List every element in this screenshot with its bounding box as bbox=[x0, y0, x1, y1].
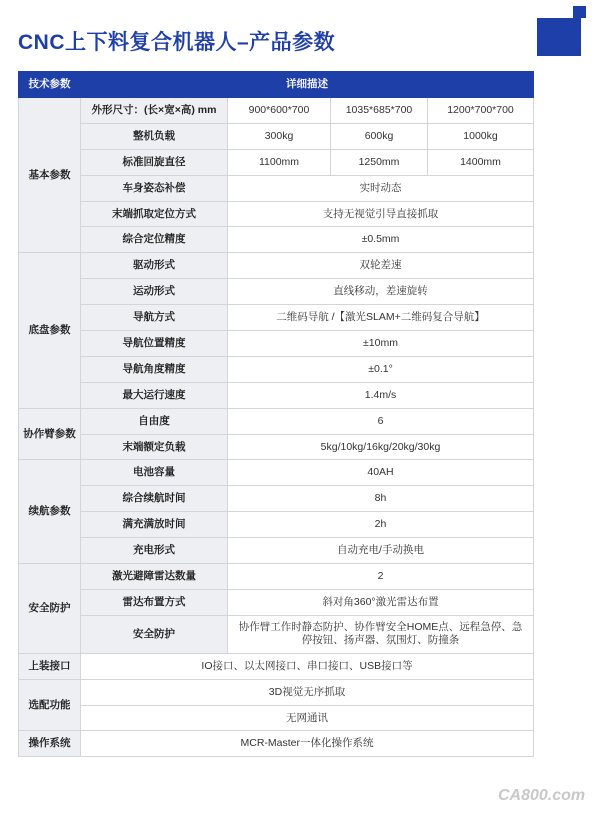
table-row bbox=[19, 564, 534, 590]
table-row bbox=[19, 408, 534, 434]
header-tech-params: 技术参数 bbox=[19, 72, 81, 98]
cell-dimension-2: 1035*685*700 bbox=[331, 98, 428, 124]
table-row bbox=[19, 731, 534, 757]
cell-upper-interface: IO接口、以太网接口、串口接口、USB接口等 bbox=[81, 653, 534, 679]
table-row bbox=[19, 460, 534, 486]
group-upper-interface: 上装接口 bbox=[19, 653, 81, 679]
table-row bbox=[19, 653, 534, 679]
row-label-battery: 电池容量 bbox=[81, 460, 228, 486]
cell-speed: 1.4m/s bbox=[228, 382, 534, 408]
cell-battery: 40AH bbox=[228, 460, 534, 486]
cell-turn-1: 1100mm bbox=[228, 149, 331, 175]
table-row bbox=[19, 679, 534, 705]
table-row bbox=[19, 538, 534, 564]
table-row bbox=[19, 589, 534, 615]
cell-dof: 6 bbox=[228, 408, 534, 434]
cell-grasp: 支持无视觉引导直接抓取 bbox=[228, 201, 534, 227]
cell-load-3: 1000kg bbox=[428, 123, 534, 149]
cell-dimension-1: 900*600*700 bbox=[228, 98, 331, 124]
group-basic: 基本参数 bbox=[19, 98, 81, 253]
cell-optional-2: 无网通讯 bbox=[81, 705, 534, 731]
cell-nav: 二维码导航 /【激光SLAM+二维码复合导航】 bbox=[228, 305, 534, 331]
table-row bbox=[19, 382, 534, 408]
page-title: CNC上下料复合机器人–产品参数 bbox=[18, 31, 336, 54]
row-label-runtime: 综合续航时间 bbox=[81, 486, 228, 512]
row-label-load: 整机负载 bbox=[81, 123, 228, 149]
table-row bbox=[19, 123, 534, 149]
row-label-protection: 安全防护 bbox=[81, 615, 228, 653]
row-label-nav-position: 导航位置精度 bbox=[81, 331, 228, 357]
table-row bbox=[19, 486, 534, 512]
corner-decoration-small bbox=[573, 6, 586, 18]
row-label-radar-layout: 雷达布置方式 bbox=[81, 589, 228, 615]
watermark-text: CA800.com bbox=[498, 787, 586, 804]
row-label-motion: 运动形式 bbox=[81, 279, 228, 305]
cell-nav-position: ±10mm bbox=[228, 331, 534, 357]
group-chassis: 底盘参数 bbox=[19, 253, 81, 408]
table-row bbox=[19, 279, 534, 305]
group-os: 操作系统 bbox=[19, 731, 81, 757]
cell-turn-3: 1400mm bbox=[428, 149, 534, 175]
row-label-dof: 自由度 bbox=[81, 408, 228, 434]
table-row bbox=[19, 149, 534, 175]
table-row bbox=[19, 512, 534, 538]
cell-posture: 实时动态 bbox=[228, 175, 534, 201]
table-row bbox=[19, 615, 534, 653]
table-row bbox=[19, 201, 534, 227]
group-optional: 选配功能 bbox=[19, 679, 81, 731]
cell-dimension-3: 1200*700*700 bbox=[428, 98, 534, 124]
table-row bbox=[19, 253, 534, 279]
table-row bbox=[19, 98, 534, 124]
row-label-dimensions: 外形尺寸：(长×宽×高) mm bbox=[81, 98, 228, 124]
row-label-accuracy: 综合定位精度 bbox=[81, 227, 228, 253]
table-row bbox=[19, 331, 534, 357]
cell-radar-layout: 斜对角360°激光雷达布置 bbox=[228, 589, 534, 615]
row-label-turn-diameter: 标准回旋直径 bbox=[81, 149, 228, 175]
group-endurance: 续航参数 bbox=[19, 460, 81, 564]
cell-optional-1: 3D视觉无序抓取 bbox=[81, 679, 534, 705]
cell-radar-count: 2 bbox=[228, 564, 534, 590]
row-label-nav-angle: 导航角度精度 bbox=[81, 356, 228, 382]
row-label-payload: 末端额定负载 bbox=[81, 434, 228, 460]
header-description: 详细描述 bbox=[81, 72, 534, 98]
cell-motion: 直线移动，差速旋转 bbox=[228, 279, 534, 305]
table-row bbox=[19, 305, 534, 331]
table-row bbox=[19, 175, 534, 201]
row-label-speed: 最大运行速度 bbox=[81, 382, 228, 408]
cell-turn-2: 1250mm bbox=[331, 149, 428, 175]
table-row bbox=[19, 705, 534, 731]
cell-charge-mode: 自动充电/手动换电 bbox=[228, 538, 534, 564]
table-row bbox=[19, 227, 534, 253]
row-label-grasp: 末端抓取定位方式 bbox=[81, 201, 228, 227]
row-label-radar-count: 激光避障雷达数量 bbox=[81, 564, 228, 590]
cell-runtime: 8h bbox=[228, 486, 534, 512]
row-label-charge-mode: 充电形式 bbox=[81, 538, 228, 564]
corner-decoration-large bbox=[537, 18, 581, 56]
row-label-charge-time: 满充满放时间 bbox=[81, 512, 228, 538]
group-arm: 协作臂参数 bbox=[19, 408, 81, 460]
table-row bbox=[19, 434, 534, 460]
cell-os: MCR-Master一体化操作系统 bbox=[81, 731, 534, 757]
row-label-drive: 驱动形式 bbox=[81, 253, 228, 279]
cell-protection: 协作臂工作时静态防护、协作臂安全HOME点、远程急停、急停按钮、扬声器、氛围灯、防撞条 bbox=[228, 615, 534, 653]
cell-payload: 5kg/10kg/16kg/20kg/30kg bbox=[228, 434, 534, 460]
cell-charge-time: 2h bbox=[228, 512, 534, 538]
cell-load-2: 600kg bbox=[331, 123, 428, 149]
cell-drive: 双轮差速 bbox=[228, 253, 534, 279]
row-label-nav: 导航方式 bbox=[81, 305, 228, 331]
cell-nav-angle: ±0.1° bbox=[228, 356, 534, 382]
table-header-row bbox=[19, 72, 534, 98]
spec-table bbox=[18, 71, 534, 757]
table-row bbox=[19, 356, 534, 382]
group-safety: 安全防护 bbox=[19, 564, 81, 654]
cell-accuracy: ±0.5mm bbox=[228, 227, 534, 253]
cell-load-1: 300kg bbox=[228, 123, 331, 149]
row-label-posture: 车身姿态补偿 bbox=[81, 175, 228, 201]
